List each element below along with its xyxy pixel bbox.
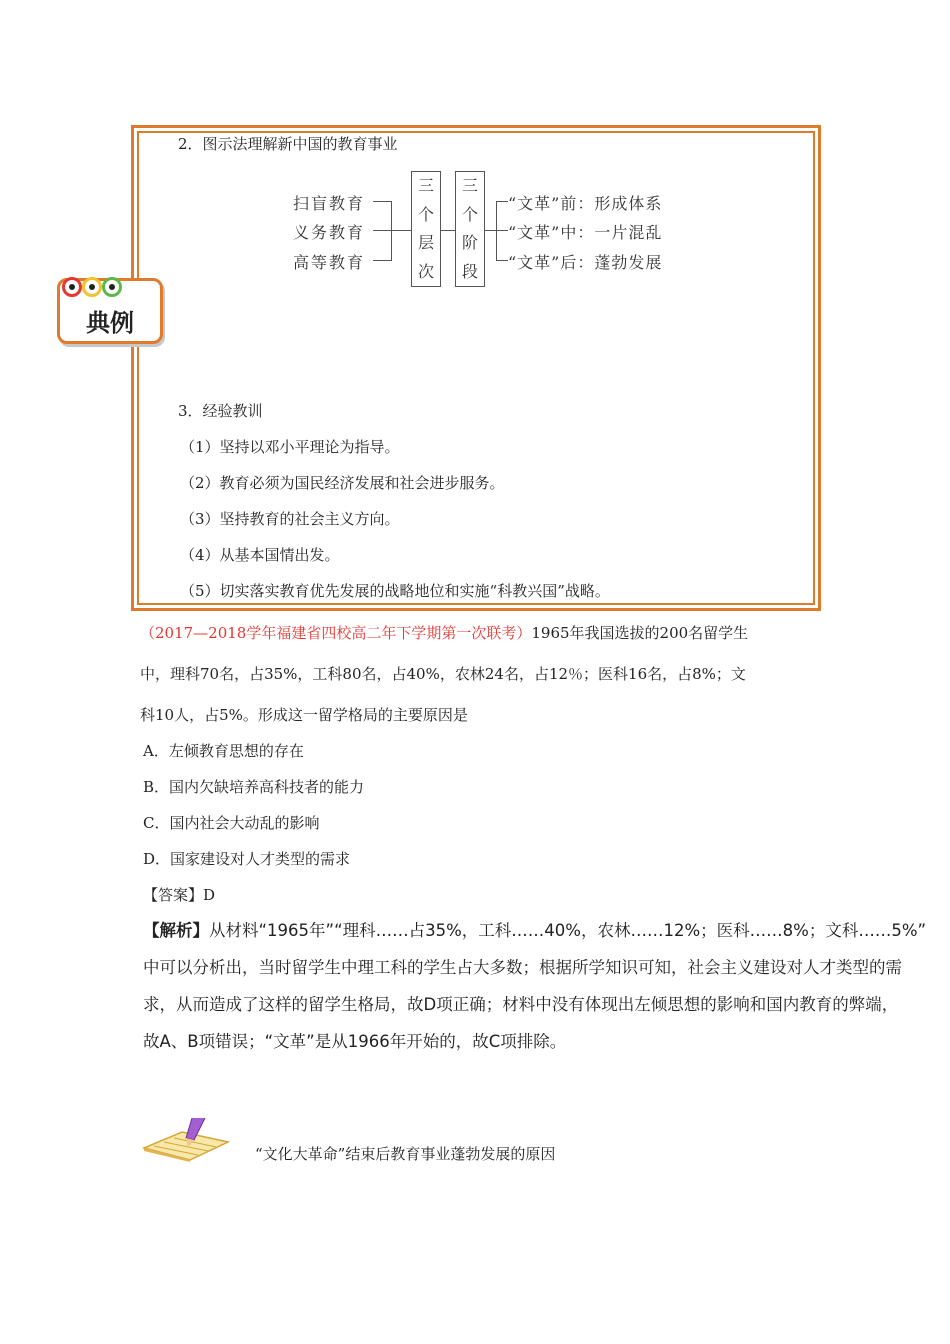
badge-dot-icon [102,277,122,297]
badge-label: 典例 [86,309,134,337]
question-line: 科10人，占5%。形成这一留学格局的主要原因是 [140,706,468,724]
analysis-text: 从材料“1965年”“理科……占35%，工科……40%，农林……12%；医科……8%；文科……5%” [209,921,927,940]
levels-box: 三 个 层 次 [411,171,441,287]
section2-title: 2．图示法理解新中国的教育事业 [178,135,398,153]
connector-line [484,230,496,231]
example-badge [57,278,163,344]
analysis-line: 求，从而造成了这样的留学生格局，故D项正确；材料中没有体现出左倾思想的影响和国内教育的弊端， [143,995,899,1014]
option-b: B．国内欠缺培养高科技者的能力 [143,778,365,796]
analysis-label: 【解析】 [143,921,209,940]
connector-line [373,230,391,231]
connector-line [373,260,391,261]
lesson-item: （2）教育必须为国民经济发展和社会进步服务。 [180,474,505,492]
connector-line [391,201,392,261]
option-a: A．左倾教育思想的存在 [143,742,304,760]
answer: 【答案】D [143,886,216,904]
connector-line [440,230,455,231]
connector-line [496,260,508,261]
question-text: 1965年我国选拔的200名留学生 [531,624,749,642]
question-line: 中，理科70名，占35%，工科80名，占40%，农林24名，占12％；医科16名，占8%；文 [140,665,746,683]
option-c: C．国内社会大动乱的影响 [143,814,320,832]
lesson-item: （5）切实落实教育优先发展的战略地位和实施“科教兴国”战略。 [180,582,610,600]
badge-dot-icon [82,277,102,297]
next-topic: “文化大革命”结束后教育事业蓬勃发展的原因 [255,1145,556,1163]
diagram-left-item: 扫盲教育 [293,194,366,213]
lesson-item: （3）坚持教育的社会主义方向。 [180,510,400,528]
connector-line [391,230,411,231]
connector-line [496,201,508,202]
option-d: D．国家建设对人才类型的需求 [143,850,351,868]
connector-line [496,230,508,231]
lesson-item: （4）从基本国情出发。 [180,546,340,564]
lesson-item: （1）坚持以邓小平理论为指导。 [180,438,400,456]
diagram-left-item: 义务教育 [293,223,366,242]
stages-box: 三 个 阶 段 [455,171,485,287]
connector-line [496,201,497,261]
question-source: （2017—2018学年福建省四校高二年下学期第一次联考） [140,624,532,642]
badge-dot-icon [62,277,82,297]
diagram-right-item: “文革”后：蓬勃发展 [508,253,663,272]
analysis-line: 故A、B项错误；“文革”是从1966年开始的，故C项排除。 [143,1032,567,1051]
question-line [140,623,748,643]
diagram-right-item: “文革”前：形成体系 [508,194,663,213]
diagram-right-item: “文革”中：一片混乱 [508,223,663,242]
diagram-left-item: 高等教育 [293,253,366,272]
pencil-notebook-icon [142,1118,230,1162]
analysis-line [143,920,926,942]
section3-title: 3．经验教训 [178,402,263,420]
connector-line [373,201,391,202]
analysis-line: 中可以分析出，当时留学生中理工科的学生占大多数；根据所学知识可知，社会主义建设对人才类型的需 [143,958,902,977]
